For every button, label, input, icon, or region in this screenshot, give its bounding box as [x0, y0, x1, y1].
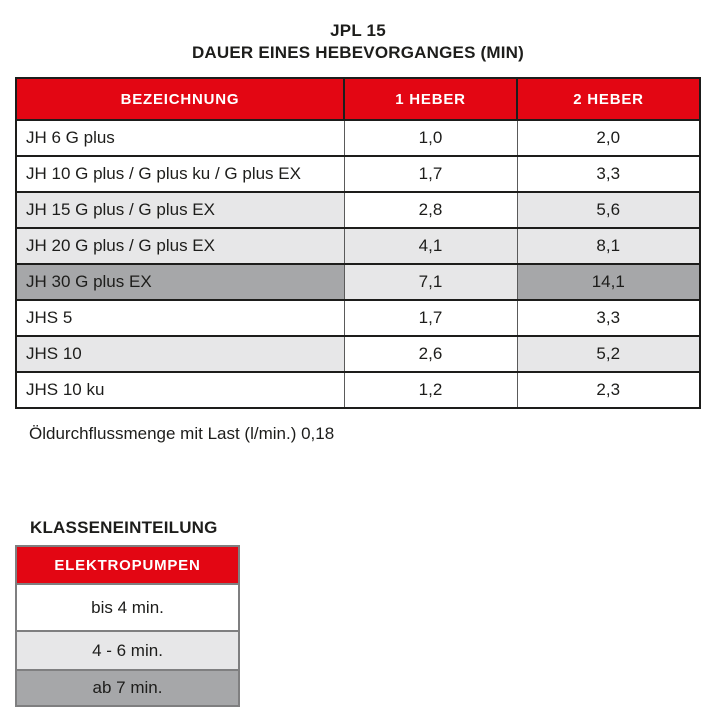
class-row — [16, 631, 239, 670]
heber1-cell: 2,6 — [344, 336, 517, 372]
heber2-cell: 5,2 — [517, 336, 700, 372]
table-row — [16, 156, 700, 192]
duration-table — [15, 77, 701, 409]
table-row — [16, 120, 700, 156]
heber2-cell: 14,1 — [517, 264, 700, 300]
bezeichnung-cell: JH 20 G plus / G plus EX — [16, 228, 344, 264]
header-1-heber: 1 HEBER — [344, 78, 517, 120]
heber1-cell: 7,1 — [344, 264, 517, 300]
title-subtitle: DAUER EINES HEBEVORGANGES (MIN) — [191, 43, 525, 62]
bezeichnung-cell: JHS 10 — [16, 336, 344, 372]
heber1-cell: 4,1 — [344, 228, 517, 264]
heber1-cell: 1,2 — [344, 372, 517, 408]
table-header-row — [16, 78, 700, 120]
table-row — [16, 192, 700, 228]
header-2-heber: 2 HEBER — [517, 78, 700, 120]
heber2-cell: 3,3 — [517, 156, 700, 192]
header-bezeichnung: BEZEICHNUNG — [16, 78, 344, 120]
oil-flow-footnote: Öldurchflussmenge mit Last (l/min.) 0,18 — [29, 424, 335, 443]
table-row — [16, 264, 700, 300]
class-row — [16, 670, 239, 706]
class-table — [15, 545, 240, 707]
bezeichnung-cell: JHS 10 ku — [16, 372, 344, 408]
bezeichnung-cell: JHS 5 — [16, 300, 344, 336]
heber1-cell: 1,7 — [344, 300, 517, 336]
bezeichnung-cell: JH 10 G plus / G plus ku / G plus EX — [16, 156, 344, 192]
class-table-header-row — [16, 546, 239, 584]
table-row — [16, 336, 700, 372]
heber2-cell: 5,6 — [517, 192, 700, 228]
heber2-cell: 2,3 — [517, 372, 700, 408]
bezeichnung-cell: JH 6 G plus — [16, 120, 344, 156]
heber2-cell: 8,1 — [517, 228, 700, 264]
bezeichnung-cell: JH 15 G plus / G plus EX — [16, 192, 344, 228]
table-row — [16, 372, 700, 408]
heber1-cell: 2,8 — [344, 192, 517, 228]
heber2-cell: 3,3 — [517, 300, 700, 336]
heber2-cell: 2,0 — [517, 120, 700, 156]
header-elektropumpen: ELEKTROPUMPEN — [16, 546, 239, 584]
title-model: JPL 15 — [330, 21, 386, 40]
class-row — [16, 584, 239, 631]
bezeichnung-cell: JH 30 G plus EX — [16, 264, 344, 300]
table-row — [16, 300, 700, 336]
class-label: 4 - 6 min. — [16, 631, 239, 670]
class-section-heading: KLASSENEINTEILUNG — [30, 518, 218, 537]
class-label: ab 7 min. — [16, 670, 239, 706]
table-row — [16, 228, 700, 264]
class-label: bis 4 min. — [16, 584, 239, 631]
page-title — [0, 0, 716, 64]
heber1-cell: 1,7 — [344, 156, 517, 192]
heber1-cell: 1,0 — [344, 120, 517, 156]
